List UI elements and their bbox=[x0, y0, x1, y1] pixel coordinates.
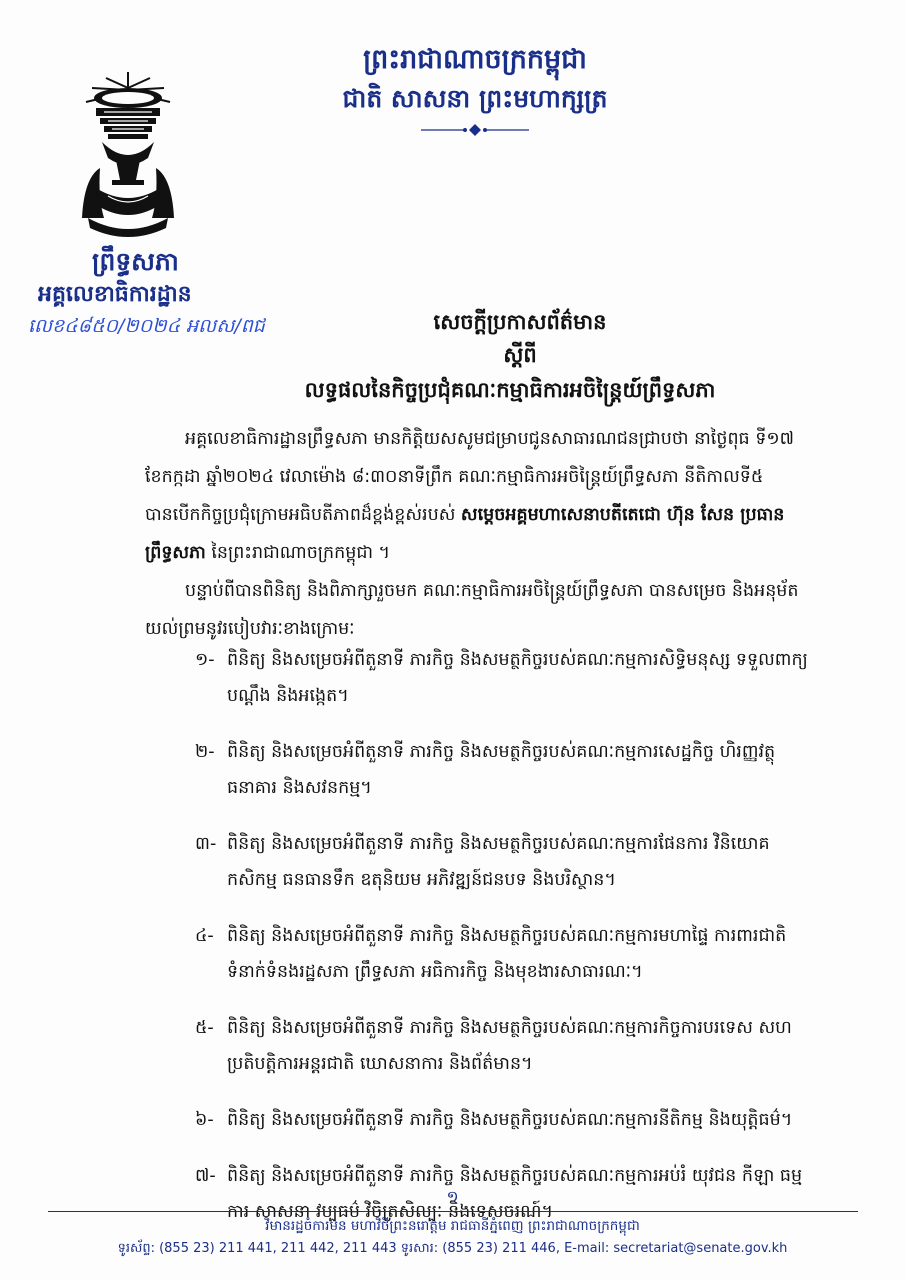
agenda-item bbox=[195, 826, 810, 898]
reference-number: លេខ៤៨៥០/២០២៤ អលស/ពជ bbox=[28, 315, 265, 337]
royal-emblem-icon bbox=[78, 68, 178, 238]
agenda-item-text: ពិនិត្យ និងសម្រេចអំពីតួនាទី ភារកិច្ច និងសមត្ថកិច្ចរបស់គណៈកម្មការផែនការ វិនិយោគ កសិកម្ម ធនធានទឹក ឧតុនិយម អភិវឌ្ឍន៍ជនបទ និងបរិស្ថាន។ bbox=[227, 834, 770, 890]
paragraph-text-end: នៃព្រះរាជាណាចក្រកម្ពុជា ។ bbox=[205, 543, 391, 563]
agenda-item-text: ពិនិត្យ និងសម្រេចអំពីតួនាទី ភារកិច្ច និងសមត្ថកិច្ចរបស់គណៈកម្មការសិទ្ធិមនុស្ស ទទួលពាក្យបណ្តឹង និងអង្កេត។ bbox=[227, 650, 808, 706]
agenda-item-number: ៣- bbox=[195, 834, 217, 854]
title-line-2: ស្តីពី bbox=[503, 343, 537, 367]
agenda-item-text: ពិនិត្យ និងសម្រេចអំពីតួនាទី ភារកិច្ច និងសមត្ថកិច្ចរបស់គណៈកម្មការមហាផ្ទៃ ការពារជាតិ ទំនាក់ទំនងរដ្ឋសភា ព្រឹទ្ធសភា អធិការកិច្ច និងមុខងារសាធារណៈ។ bbox=[227, 926, 787, 982]
agenda-item-text: ពិនិត្យ និងសម្រេចអំពីតួនាទី ភារកិច្ច និងសមត្ថកិច្ចរបស់គណៈកម្មការកិច្ចការបរទេស សហប្រតិបត្តិការអន្តរជាតិ ឃោសនាការ និងព័ត៌មាន។ bbox=[227, 1018, 792, 1074]
title-line-3: លទ្ធផលនៃកិច្ចប្រជុំគណៈកម្មាធិការអចិន្ត្រៃយ៍ព្រឹទ្ធសភា bbox=[304, 378, 716, 402]
document-title bbox=[240, 305, 740, 409]
agenda-item-text: ពិនិត្យ និងសម្រេចអំពីតួនាទី ភារកិច្ច និងសមត្ថកិច្ចរបស់គណៈកម្មការអប់រំ យុវជន កីឡា ធម្មការ សាសនា វប្បធម៌ វិចិត្រសិល្បៈ និងទេសចរណ៍។ bbox=[227, 1166, 803, 1222]
agenda-item-number: ៤- bbox=[195, 926, 214, 946]
paragraph-emphasis: សម្តេចអគ្គមហាសេនាបតីតេជោ ហ៊ុន សែន ប្រធានព្រឹទ្ធសភា bbox=[145, 505, 785, 563]
national-motto: ជាតិ សាសនា ព្រះមហាក្សត្រ bbox=[342, 84, 608, 113]
paragraph-text: អគ្គលេខាធិការដ្ឋានព្រឹទ្ធសភា មានកិត្តិយសសូមជម្រាបជូនសាធារណជនជ្រាបថា នាថ្ងៃពុធ ទី១៧ ខែកក្កដា ឆ្នាំ២០២៤ វេលាម៉ោង ៨:៣០នាទីព្រឹក គណៈកម្មាធិការអចិន្ត្រៃយ៍ព្រឹទ្ធសភា នីតិកាលទី៥ បានបើកកិច្ចប្រជុំក្រោមអធិបតីភាពដ៏ខ្ពង់ខ្ពស់របស់ bbox=[145, 429, 794, 525]
paragraph-announcement bbox=[145, 420, 810, 572]
footer-contact: ទូរស័ព្ទ: (855 23) 211 441, 211 442, 211 443 ទូរសារ: (855 23) 211 446, E-mail: secretariat@senate.gov.kh bbox=[117, 1241, 788, 1256]
agenda-item-text: ពិនិត្យ និងសម្រេចអំពីតួនាទី ភារកិច្ច និងសមត្ថកិច្ចរបស់គណៈកម្មការនីតិកម្ម និងយុត្តិធម៌។ bbox=[227, 1110, 793, 1130]
agenda-item bbox=[195, 1102, 810, 1138]
agenda-item-number: ៥- bbox=[195, 1018, 214, 1038]
agenda-item-number: ២- bbox=[195, 742, 215, 762]
footer-address: វិមានរដ្ឋចំការមន មហាវិថីព្រះនរោត្តម រាជធានីភ្នំពេញ ព្រះរាជាណាចក្រកម្ពុជា bbox=[265, 1218, 640, 1234]
footer-divider bbox=[48, 1211, 858, 1212]
agenda-item bbox=[195, 642, 810, 714]
kingdom-name: ព្រះរាជាណាចក្រកម្ពុជា bbox=[363, 44, 587, 75]
title-line-1: សេចក្តីប្រកាសព័ត៌មាន bbox=[433, 310, 607, 334]
ornament-divider-icon bbox=[415, 122, 535, 138]
issuer-organization: ព្រឹទ្ធសភា bbox=[92, 247, 179, 276]
kingdom-header bbox=[290, 40, 660, 142]
agenda-item-number: ៦- bbox=[195, 1110, 214, 1130]
agenda-item bbox=[195, 734, 810, 806]
agenda-item bbox=[195, 918, 810, 990]
agenda-item bbox=[195, 1010, 810, 1082]
agenda-item-text: ពិនិត្យ និងសម្រេចអំពីតួនាទី ភារកិច្ច និងសមត្ថកិច្ចរបស់គណៈកម្មការសេដ្ឋកិច្ច ហិរញ្ញវត្ថុ ធនាគារ និងសវនកម្ម។ bbox=[227, 742, 776, 798]
agenda-item-number: ៧- bbox=[195, 1166, 216, 1186]
issuer-department: អគ្គលេខាធិការដ្ឋាន bbox=[38, 282, 192, 307]
paragraph-decision: បន្ទាប់ពីបានពិនិត្យ និងពិភាក្សារួចមក គណៈកម្មាធិការអចិន្ត្រៃយ៍ព្រឹទ្ធសភា បានសម្រេច និងអនុម័តយល់ព្រមនូវរបៀបវារៈខាងក្រោមៈ bbox=[145, 581, 799, 639]
document-body bbox=[145, 420, 810, 648]
agenda-list bbox=[195, 642, 810, 1250]
page-number: ១ bbox=[446, 1187, 459, 1206]
agenda-item-number: ១- bbox=[195, 650, 215, 670]
